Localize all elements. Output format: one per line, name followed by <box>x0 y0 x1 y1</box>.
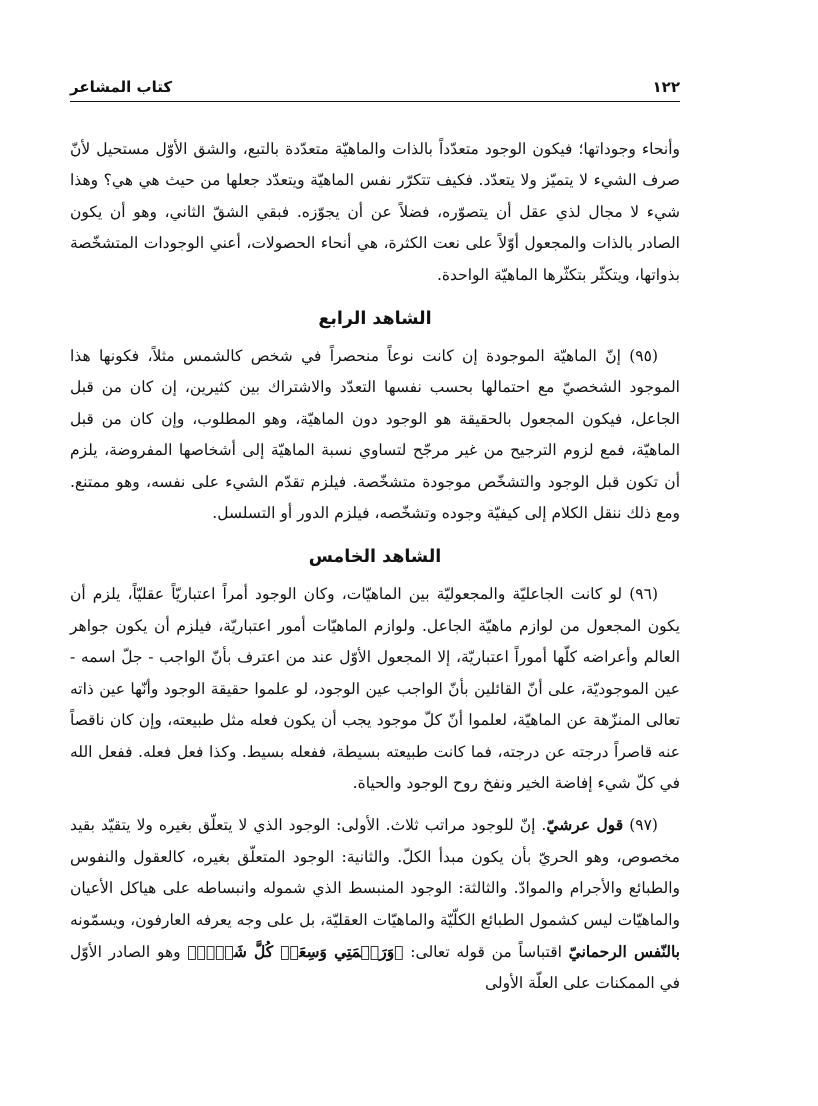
paragraph-gap <box>70 799 680 809</box>
paragraph-97-text-a: . إنّ للوجود مراتب ثلاث. الأولى: الوجود الذي لا يتعلّق بغيره ولا يتقيّد بقيد مخصوص، وهو الحريّ بأن يكون مبدأ الكلّ. والثانية: الوجود المتعلّق بغيره، كالعقول والنفوس والطبائع والأجرام والموادّ. والثالثة: الوجود المنبسط الذي شموله وانبساطه على هياكل الأعيان والماهيّات ليس كشمول الطبائع الكلّيّة والماهيّات العقليّة، بل على وجه يعرفه العارفون، ويسمّونه <box>70 816 680 929</box>
book-title: كتاب المشاعر <box>70 78 173 96</box>
bold-phrase-rahmani: بالنّفس الرحمانيّ <box>568 941 680 961</box>
section-heading-fifth-witness: الشاهد الخامس <box>308 547 442 568</box>
quran-quote: ﴿وَرَحۡمَتِي وَسِعَتۡ كُلَّ شَيۡءٖ﴾ <box>187 941 404 961</box>
bold-phrase-arshi: قول عرشيّ <box>546 815 624 835</box>
page-number: ١٢٢ <box>652 78 680 96</box>
page-content <box>70 134 680 1000</box>
paragraph-97-text-c: وهو الصادر الأوّل في الممكنات على العلّة الأولى <box>70 942 680 993</box>
paragraph-97-text-b: اقتباساً من قوله تعالى: <box>403 942 569 961</box>
paragraph-96: (٩٦) لو كانت الجاعليّة والمجعوليّة بين الماهيّات، وكان الوجود أمراً اعتباريّاً عقليّاً، يلزم أن يكون المجعول من لوازم ماهيّة الجاعل. ولوازم الماهيّات أمور اعتباريّة، فيلزم أن يكون جواهر العالم وأعراضه كلّها أموراً اعتباريّة، إلا المجعول الأوّل عند من اعترف بأنّ الواجب - جلّ اسمه - عين الموجوديّة، على أنّ القائلين بأنّ الواجب عين الوجود، لو علموا حقيقة الوجود وأنّها عين ذاته تعالى المنزّهة عن الماهيّة، لعلموا أنّ كلّ موجود يجب أن يكون فعله مثل طبيعته، وإن كان ناقصاً عنه قاصراً درجته عن درجته، فما كانت طبيعته بسيطة، ففعله بسيط. وكذا فعل فعله. ففعل الله في كلّ شيء إفاضة الخير ونفخ روح الوجود والحياة. <box>70 585 680 792</box>
page <box>70 70 680 1000</box>
intro-paragraph: وأنحاء وجوداتها؛ فيكون الوجود متعدّداً بالذات والماهيّة متعدّدة بالتبع، والشق الأوّل مستحيل لأنّ صرف الشيء لا يتميّز ولا يتعدّد. فكيف تتكرّر نفس الماهيّة ويتعدّد جعلها من حيث هي هي؟ وهذا شيء لا مجال لذي عقل أن يتصوّره، فضلاً عن أن يجوّزه. فبقي الشقّ الثاني، وهو أن يكون الصادر بالذات والمجعول أوّلاً على نعت الكثرة، هي أنحاء الحصولات، أعني الوجودات المتشخّصة بذواتها، ويتكثّر بتكثّرها الماهيّة الواحدة. <box>70 140 680 284</box>
paragraph-95: (٩٥) إنّ الماهيّة الموجودة إن كانت نوعاً منحصراً في شخص كالشمس مثلاً، فكونها هذا الموجود الشخصيّ مع احتمالها بحسب نفسها التعدّد والاشتراك بين كثيرين، إن كان من قبل الجاعل، فيكون المجعول بالحقيقة هو الوجود دون الماهيّة، وهو المطلوب، وإن كان من قبل الماهيّة، فمع لزوم الترجيح من غير مرجّح لتساوي نسبة الماهيّة إلى أشخاصها المفروضة، يلزم أن تكون قبل الوجود والتشخّص موجودة متشخّصة. فيلزم تقدّم الشيء على نفسه، وهو ممتنع. ومع ذلك ننقل الكلام إلى كيفيّة وجوده وتشخّصه، فيلزم الدور أو التسلسل. <box>70 347 680 523</box>
paragraph-number: (٩٧) <box>629 816 658 835</box>
section-heading-fourth-witness: الشاهد الرابع <box>318 309 432 330</box>
paragraph-97 <box>70 809 680 999</box>
running-header <box>70 78 680 102</box>
